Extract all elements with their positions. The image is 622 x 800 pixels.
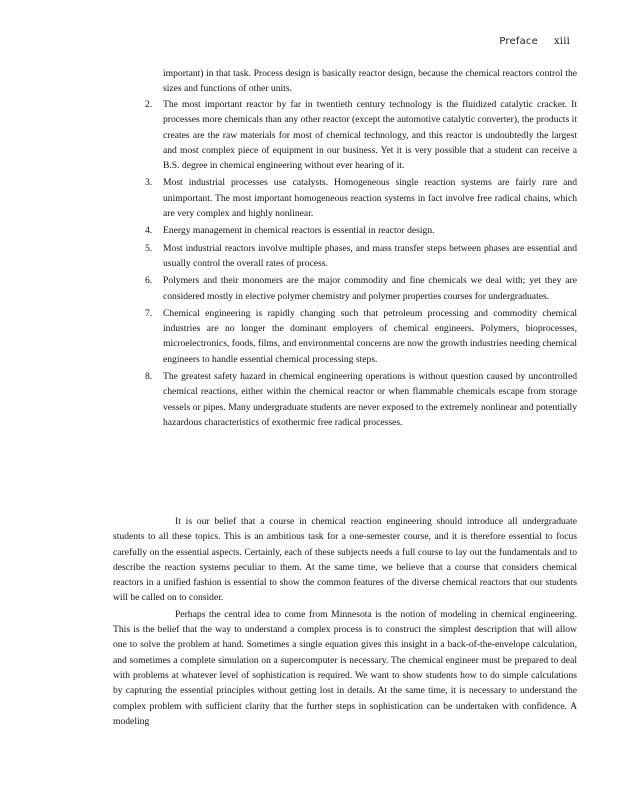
list-number: 7. <box>145 307 153 319</box>
paragraph: Perhaps the central idea to come from Minnesota is the notion of modeling in chemical engineering. This is the belief that the way to understand a complex process is to construct the simplest description that will allow one to solve the problem at hand. Sometimes a single equation gives this insight in a back-of-the-envelope calculation, and sometimes a complete simulation on a supercomputer is necessary. The chemical engineer must be prepared to deal with problems at whatever level of sophistication is required. We want to show students how to do simple calculations by capturing the essential principles without getting lost in details. At the same time, it is necessary to understand the complex problem with sufficient clarity that the further steps in sophistication can be undertaken with confidence. A modeling <box>113 608 577 727</box>
list-number: 4. <box>145 225 153 237</box>
list-text: Most industrial processes use catalysts. Homogeneous single reaction systems are fairly rare and unimportant. The most important homogeneous reaction systems in fact involve free radical chains, which are very complex and highly nonlinear. <box>163 177 577 220</box>
list-text: Energy management in chemical reactors is essential in reactor design. <box>163 225 435 237</box>
list-number: 8. <box>145 371 153 383</box>
list-text: The greatest safety hazard in chemical engineering operations is without question caused by uncontrolled chemical reactions, either within the chemical reactor or when flammable chemicals escape from storage vessels or pipes. Many undergraduate students are never exposed to the extremely nonlinear and potentially hazardous characteristics of exothermic free radical processes. <box>163 371 577 428</box>
list-number: 5. <box>145 242 153 254</box>
list-number: 2. <box>145 99 153 110</box>
list-number: 3. <box>145 177 153 189</box>
list-text: Most industrial reactors involve multiple phases, and mass transfer steps between phases are essential and usually control the overall rates of process. <box>163 242 577 269</box>
running-head <box>499 36 570 47</box>
numbered-list <box>145 97 577 432</box>
list-item <box>145 241 577 272</box>
list-number: 6. <box>145 275 153 287</box>
intro-fragment: important) in that task. Process design is basically reactor design, because the chemical reactors control the sizes and functions of other units. <box>163 68 577 95</box>
list-text: Polymers and their monomers are the major commodity and fine chemicals we deal with; yet they are considered mostly in elective polymer chemistry and polymer properties courses for undergraduates. <box>163 275 577 302</box>
section-title: Preface <box>499 36 538 47</box>
list-text: The most important reactor by far in twentieth century technology is the fluidized catalytic cracker. It processes more chemicals than any other reactor (except the automotive catalytic converter), the products it creates are the raw materials for most of chemical technology, and this reactor is undoubtedly the largest and most complex piece of equipment in our business. Yet it is very possible that a student can receive a B.S. degree in chemical engineering without ever hearing of it. <box>163 99 577 172</box>
list-item <box>145 223 577 238</box>
body-paragraphs <box>113 514 577 730</box>
paragraph: It is our belief that a course in chemical reaction engineering should introduce all undergraduate students to all these topics. This is an ambitious task for a one-semester course, and it is therefore essential to focus carefully on the essential aspects. Certainly, each of these subjects needs a full course to lay out the fundamentals and to describe the reaction systems peculiar to them. At the same time, we believe that a course that considers chemical reactors in a unified fashion is essential to show the common features of the diverse chemical reactors that our students will be called on to consider. <box>113 516 577 604</box>
list-item <box>145 306 577 367</box>
page-number: xiii <box>553 36 570 47</box>
list-item <box>145 97 577 173</box>
list-item <box>145 369 577 430</box>
list-item <box>145 273 577 304</box>
list-item <box>145 175 577 221</box>
list-text: Chemical engineering is rapidly changing such that petroleum processing and commodity chemical industries are no longer the dominant employers of chemical engineers. Polymers, bioprocesses, microelectronics, foods, films, and environmental concerns are now the growth industries needing chemical engineers to handle essential chemical processing steps. <box>163 307 577 365</box>
